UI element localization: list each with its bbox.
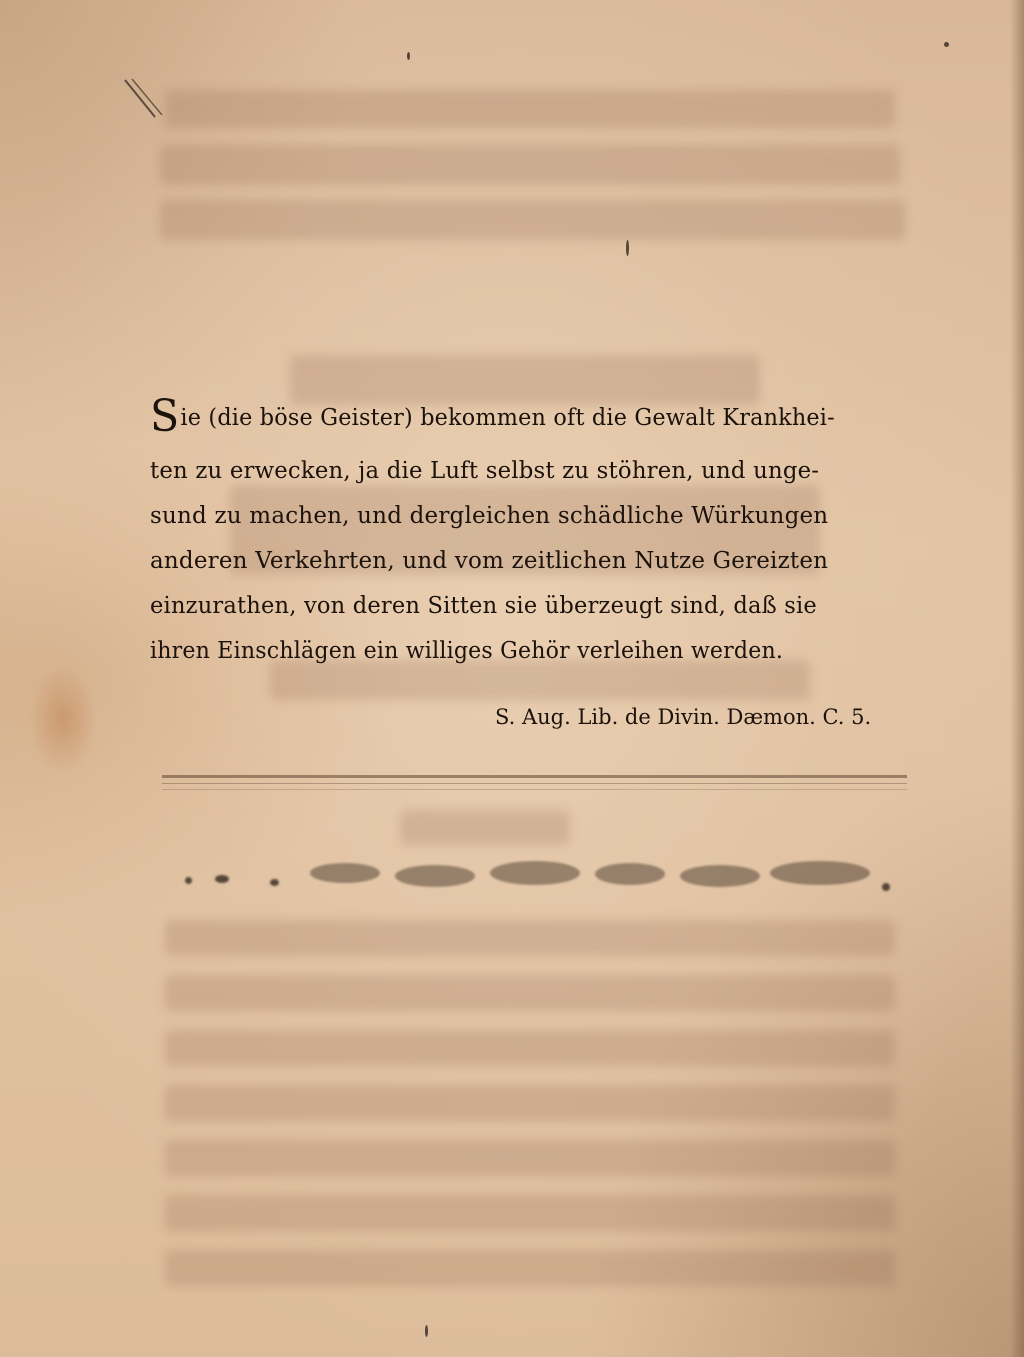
bleed-through-band bbox=[165, 90, 895, 128]
drop-cap: S bbox=[150, 391, 180, 442]
line-text: ten zu erwecken, ja die Luft selbst zu stöhren, und unge- bbox=[150, 458, 820, 484]
bleed-through-band bbox=[165, 920, 895, 956]
text-line bbox=[150, 638, 783, 664]
line-text: einzurathen, von deren Sitten sie überzeugt sind, daß sie bbox=[150, 593, 817, 619]
ink-smudge bbox=[680, 865, 760, 887]
paper-speck bbox=[407, 52, 410, 60]
bleed-through-band bbox=[400, 810, 570, 845]
ink-smudge bbox=[270, 879, 279, 886]
bleed-through-band bbox=[165, 1085, 895, 1121]
paper-speck bbox=[425, 1325, 428, 1337]
text-line bbox=[150, 593, 817, 619]
line-text: ihren Einschlägen ein williges Gehör verleihen werden. bbox=[150, 638, 784, 664]
citation: S. Aug. Lib. de Divin. Dæmon. C. 5. bbox=[495, 705, 872, 729]
smudged-ink-line bbox=[170, 855, 895, 905]
divider-rule-thin bbox=[162, 783, 907, 784]
paper-speck bbox=[626, 240, 629, 256]
bleed-through-band bbox=[165, 1250, 895, 1286]
ink-scratch-mark bbox=[120, 75, 170, 125]
ink-smudge bbox=[595, 863, 665, 885]
text-line bbox=[150, 548, 828, 574]
bleed-through-band bbox=[165, 1030, 895, 1066]
ink-smudge bbox=[395, 865, 475, 887]
paper-speck bbox=[944, 42, 949, 47]
bleed-through-band bbox=[160, 200, 905, 240]
line-text: sund zu machen, und dergleichen schädliche Würkungen bbox=[150, 503, 829, 529]
line-text: ie (die böse Geister) bekommen oft die Gewalt Krankhei- bbox=[180, 405, 835, 431]
divider-rule-thin bbox=[162, 789, 907, 790]
ink-smudge bbox=[310, 863, 380, 883]
bleed-through-band bbox=[165, 1195, 895, 1231]
ink-smudge bbox=[185, 877, 192, 884]
water-stain bbox=[28, 665, 98, 775]
text-line bbox=[150, 391, 835, 442]
text-line bbox=[150, 458, 819, 484]
ink-smudge bbox=[882, 883, 890, 891]
ink-smudge bbox=[490, 861, 580, 885]
text-line bbox=[150, 503, 828, 529]
divider-rule bbox=[162, 775, 907, 778]
bleed-through-band bbox=[165, 1140, 895, 1176]
bleed-through-band bbox=[270, 660, 810, 700]
page-edge-shadow bbox=[1010, 0, 1024, 1357]
bleed-through-band bbox=[165, 975, 895, 1011]
bleed-through-band bbox=[160, 145, 900, 185]
ink-smudge bbox=[770, 861, 870, 885]
ink-smudge bbox=[215, 875, 229, 883]
line-text: anderen Verkehrten, und vom zeitlichen Nutze Gereizten bbox=[150, 548, 829, 574]
